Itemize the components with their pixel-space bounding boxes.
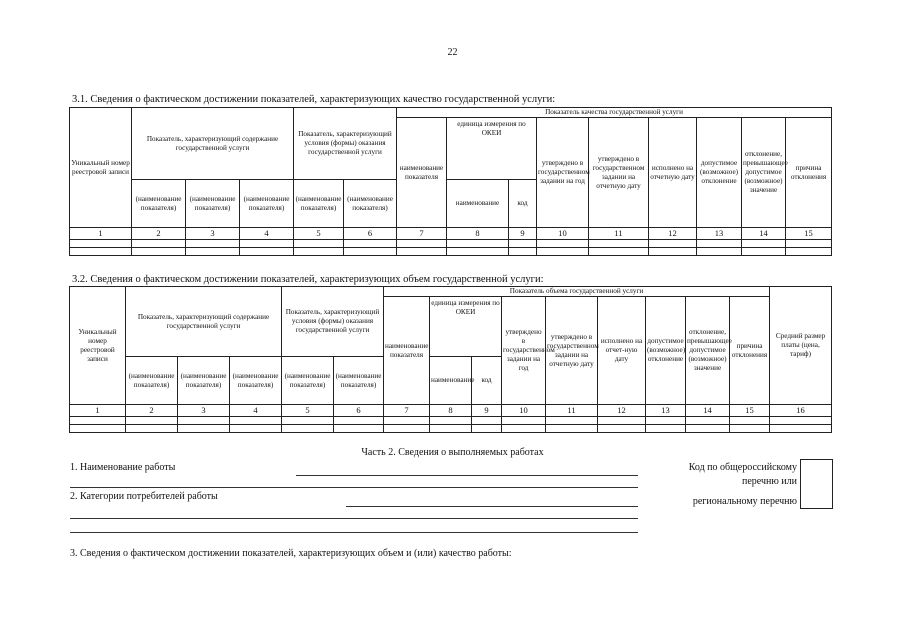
col-num: 9 xyxy=(472,405,502,417)
h-sub-name-4: (наименование показателя) xyxy=(282,357,334,405)
col-num: 14 xyxy=(742,228,786,240)
col-num: 8 xyxy=(447,228,509,240)
h-sub-name-4: (наименование показателя) xyxy=(294,180,344,228)
h-sub-name-3: (наименование показателя) xyxy=(230,357,282,405)
h-conditions-indicator: Показатель, характеризующий условия (формы) оказания государственной услуги xyxy=(294,108,397,180)
col-num: 1 xyxy=(70,405,126,417)
col-num: 5 xyxy=(294,228,344,240)
h-exceeding-deviation: отклонение, превышающее допустимое (возможное) значение xyxy=(742,118,786,228)
h-content-indicator: Показатель, характеризующий содержание государственной услуги xyxy=(126,287,282,357)
h-unit-name: наименование xyxy=(430,357,472,405)
h-sub-name-2: (наименование показателя) xyxy=(186,180,240,228)
col-num: 14 xyxy=(686,405,730,417)
quality-table xyxy=(69,107,832,256)
table-row xyxy=(70,248,832,256)
work-name-label: 1. Наименование работы xyxy=(70,462,176,473)
h-conditions-indicator: Показатель, характеризующий условия (формы) оказания государственной услуги xyxy=(282,287,384,357)
h-sub-name-5: (наименование показателя) xyxy=(334,357,384,405)
work-name-line-2 xyxy=(70,487,638,488)
h-approved-task: утверждено в государственном задании на год xyxy=(502,297,546,405)
h-quality-indicator: Показатель качества государственной услуги xyxy=(397,108,832,118)
part-2-title: Часть 2. Сведения о выполняемых работах xyxy=(361,447,544,458)
column-numbers-row xyxy=(70,228,832,240)
code-label-1: Код по общероссийскому xyxy=(688,462,797,473)
h-unique-number: Уникальный номер реестровой записи xyxy=(70,108,132,228)
h-sub-name-5: (наименование показателя) xyxy=(344,180,397,228)
col-num: 15 xyxy=(730,405,770,417)
col-num: 13 xyxy=(697,228,742,240)
col-num: 9 xyxy=(509,228,537,240)
section-3-2-title: 3.2. Сведения о фактическом достижении показателей, характеризующих объем государственной услуги: xyxy=(72,274,544,285)
h-executed: исполнено на отчетную дату xyxy=(649,118,697,228)
col-num: 5 xyxy=(282,405,334,417)
h-approved-date: утверждено в государственном задании на отчетную дату xyxy=(589,118,649,228)
consumers-line-3 xyxy=(70,532,638,533)
code-label-3: региональному перечню xyxy=(692,496,797,507)
h-exceeding-deviation: отклонение, превышающее допустимое (возможное) значение xyxy=(686,297,730,405)
col-num: 6 xyxy=(344,228,397,240)
h-sub-name-1: (наименование показателя) xyxy=(132,180,186,228)
h-content-indicator: Показатель, характеризующий содержание государственной услуги xyxy=(132,108,294,180)
h-deviation-reason: причина отклонения xyxy=(786,118,832,228)
col-num: 4 xyxy=(230,405,282,417)
col-num: 15 xyxy=(786,228,832,240)
h-allowed-deviation: допустимое (возможное) отклонение xyxy=(646,297,686,405)
col-num: 3 xyxy=(178,405,230,417)
code-box[interactable] xyxy=(800,459,833,509)
h-indicator-name: наименование показателя xyxy=(384,297,430,405)
col-num: 2 xyxy=(126,405,178,417)
col-num: 10 xyxy=(502,405,546,417)
h-unique-number: Уникальный номер реестровой записи xyxy=(70,287,126,405)
table-row xyxy=(70,240,832,248)
col-num: 7 xyxy=(397,228,447,240)
h-volume-indicator: Показатель объема государственной услуги xyxy=(384,287,770,297)
col-num: 12 xyxy=(649,228,697,240)
h-sub-name-1: (наименование показателя) xyxy=(126,357,178,405)
col-num: 6 xyxy=(334,405,384,417)
work-name-line xyxy=(296,475,638,476)
volume-table xyxy=(69,286,832,433)
col-num: 11 xyxy=(589,228,649,240)
h-allowed-deviation: допустимое (возможное) отклонение xyxy=(697,118,742,228)
h-approved-task: утверждено в государственном задании на год xyxy=(537,118,589,228)
table-row xyxy=(70,425,832,433)
h-average-fee: Средний размер платы (цена, тариф) xyxy=(770,287,832,405)
col-num: 13 xyxy=(646,405,686,417)
h-okei-unit: единица измерения по ОКЕИ xyxy=(430,297,502,357)
code-label-2: перечню или xyxy=(741,476,797,487)
consumers-line xyxy=(346,506,638,507)
col-num: 2 xyxy=(132,228,186,240)
h-approved-date: утверждено в государственном задании на отчетную дату xyxy=(546,297,598,405)
h-sub-name-3: (наименование показателя) xyxy=(240,180,294,228)
column-numbers-row xyxy=(70,405,832,417)
col-num: 16 xyxy=(770,405,832,417)
col-num: 1 xyxy=(70,228,132,240)
col-num: 7 xyxy=(384,405,430,417)
h-indicator-name: наименование показателя xyxy=(397,118,447,228)
col-num: 8 xyxy=(430,405,472,417)
h-okei-unit: единица измерения по ОКЕИ xyxy=(447,118,537,180)
section-3-title: 3. Сведения о фактическом достижении показателей, характеризующих объем и (или) качество работы: xyxy=(70,548,512,559)
h-unit-code: код xyxy=(472,357,502,405)
h-deviation-reason: причина отклонения xyxy=(730,297,770,405)
table-row xyxy=(70,417,832,425)
col-num: 12 xyxy=(598,405,646,417)
page-number: 22 xyxy=(447,47,458,58)
consumers-line-2 xyxy=(70,518,638,519)
col-num: 3 xyxy=(186,228,240,240)
col-num: 4 xyxy=(240,228,294,240)
col-num: 10 xyxy=(537,228,589,240)
section-3-1-title: 3.1. Сведения о фактическом достижении показателей, характеризующих качество государственной услуги: xyxy=(72,94,556,105)
h-unit-code: код xyxy=(509,180,537,228)
h-executed: исполнено на отчет-ную дату xyxy=(598,297,646,405)
consumers-label: 2. Категории потребителей работы xyxy=(70,491,218,502)
h-unit-name: наименование xyxy=(447,180,509,228)
h-sub-name-2: (наименование показателя) xyxy=(178,357,230,405)
col-num: 11 xyxy=(546,405,598,417)
